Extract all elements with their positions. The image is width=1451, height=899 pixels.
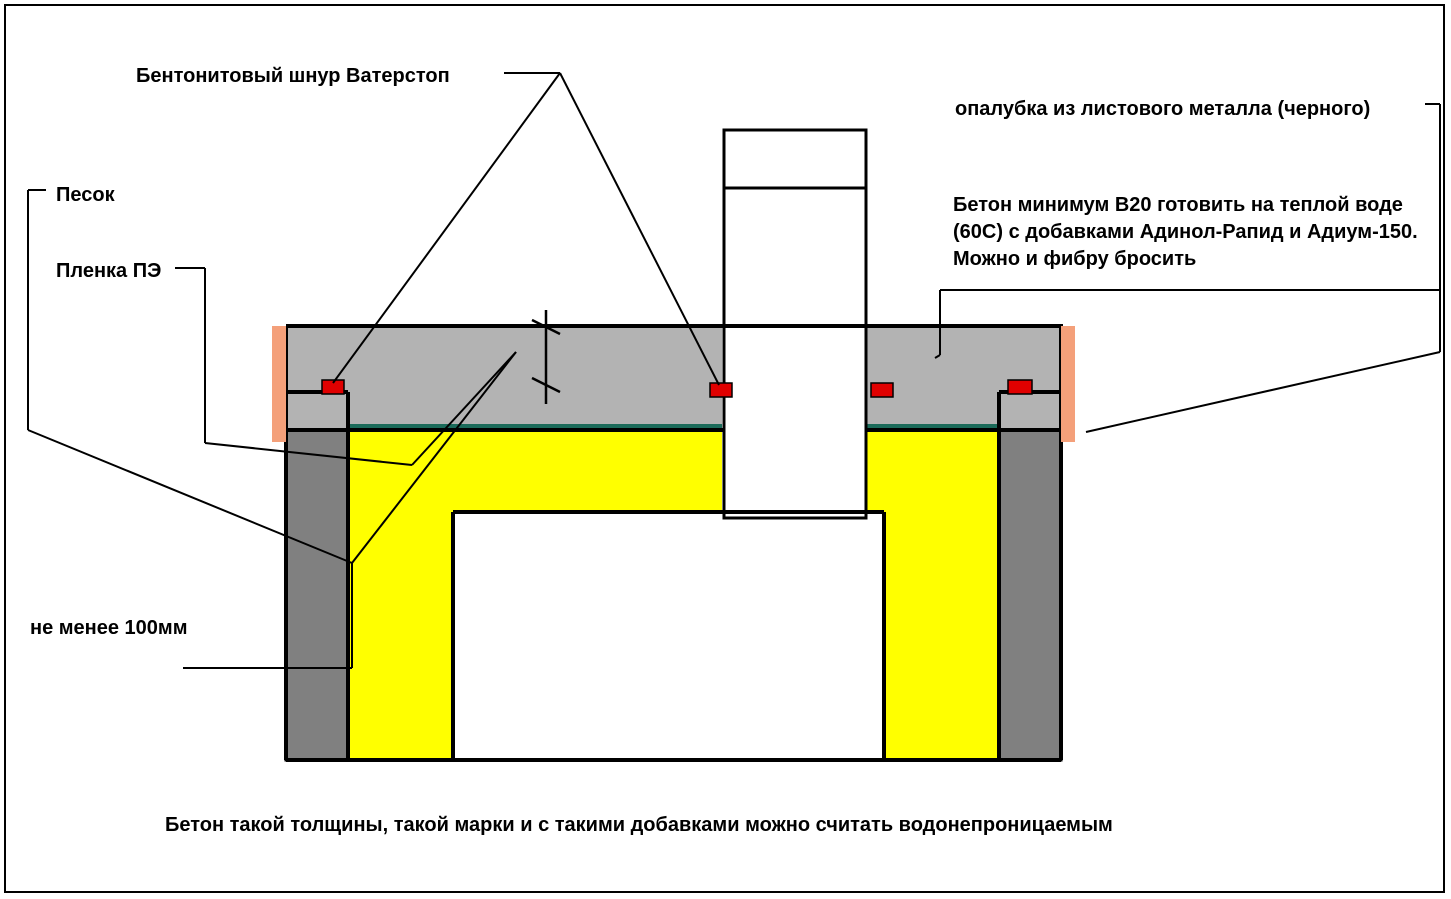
label-pe-film: Пленка ПЭ [56,260,162,282]
label-sand: Песок [56,184,115,206]
steel-formwork-left [272,326,286,442]
sand-fill-left [286,392,348,760]
label-concrete-spec: Бетон минимум B20 готовить на теплой воде (60С) с добавками Адинол-Рапид и Адиум-150. Можно и фибру бросить [953,194,1418,270]
waterstop-cord-2 [710,383,732,397]
sand-fill-right [999,392,1061,760]
steel-formwork-right [1061,326,1075,442]
waterstop-cord-4 [1008,380,1032,394]
label-steel-formwork: опалубка из листового металла (черного) [955,98,1371,120]
label-bottom-note: Бетон такой толщины, такой марки и с такими добавками можно считать водонепроницаемым [165,814,1113,836]
insulation-left [348,430,453,760]
waterstop-cord-3 [871,383,893,397]
label-min-thickness: не менее 100мм [30,617,188,639]
inner-void [453,512,884,760]
label-bentonite-cord: Бентонитовый шнур Ватерстоп [136,65,450,87]
insulation-right [884,430,999,760]
